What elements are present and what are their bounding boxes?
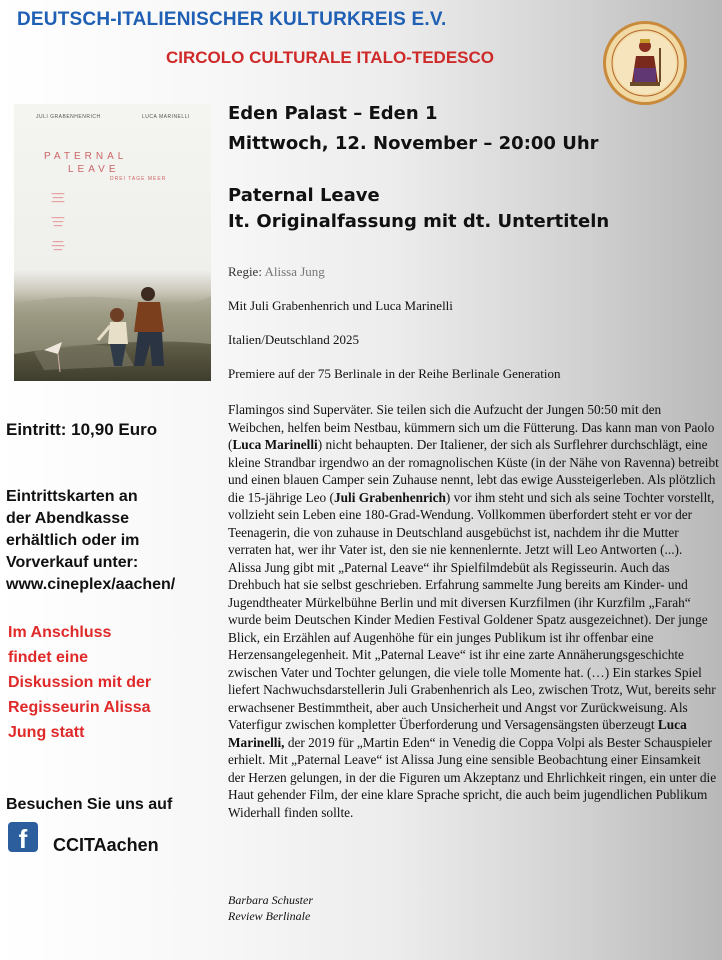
premiere-line: Premiere auf der 75 Berlinale in der Reihe Berlinale Generation — [228, 366, 561, 381]
description-text: ) nicht behaupten. Der Italiener, der sich als Surflehrer durchschlägt, eine kleine Strandbar irgendwo an der romagnolischen Küste (in der Nähe von Ravenna) betreibt und einen blauen Camper sein Zuhause nennt, lebt das ewige Aussteigerleben. Als plötzlich die 15-jährige Leo ( — [228, 437, 719, 505]
description-text: Flamingos sind Superväter. Sie teilen sich die Aufzucht der Jungen 50:50 mit den Weibchen, helfen beim Nestbau, kümmern sich um die Fütterung. Das kann man von Paolo ( — [228, 402, 715, 452]
poster-blurb: ━━━━━━ ━━━━━ ━━━━━━ — [51, 192, 65, 204]
director-name: Alissa Jung — [264, 264, 325, 279]
poster-title-line-1: PATERNAL — [44, 151, 128, 162]
review-signature — [228, 892, 313, 924]
film-description — [228, 401, 720, 821]
review-source: Review Berlinale — [228, 909, 311, 923]
film-title: Paternal Leave — [228, 185, 380, 206]
ticket-url[interactable]: www.cineplex/aachen/ — [6, 576, 176, 593]
ticket-info-line: Eintrittskarten an — [6, 488, 138, 505]
description-paragraph-2 — [228, 559, 720, 822]
event-info — [228, 99, 599, 159]
discussion-line: Regisseurin Alissa — [8, 699, 151, 716]
poster-blurb: ━━━━━ ━━━━━━ ━━━━ — [51, 240, 65, 252]
poster-subtitle: DREI TAGE MEER — [110, 176, 167, 182]
country-year-line: Italien/Deutschland 2025 — [228, 332, 360, 347]
discussion-line: Jung statt — [8, 724, 85, 741]
organization-name-german: DEUTSCH-ITALIENISCHER KULTURKREIS E.V. — [17, 9, 447, 30]
society-seal-icon — [602, 20, 688, 106]
admission-price: Eintritt: 10,90 Euro — [6, 420, 158, 439]
poster-blurb: ━━━━━━ ━━━━━ ━━━━ — [51, 216, 65, 228]
discussion-notice — [8, 620, 151, 745]
film-info — [228, 183, 609, 235]
discussion-line: Im Anschluss — [8, 624, 112, 641]
cast-line: Mit Juli Grabenhenrich und Luca Marinelli — [228, 298, 453, 313]
director-label: Regie: — [228, 264, 262, 279]
actor-name-bold: Luca Marinelli — [232, 437, 318, 452]
description-text: der 2019 für „Martin Eden“ in Venedig die Coppa Volpi als Bester Schauspieler erhielt. Mit „Paternal Leave“ ist Alissa Jung eine sensible Beobachtung einer Einsamkeit der Herzen gelungen, in der die Figuren um Akzeptanz und Ehrlichkeit ringen, ein unter die Haut gehender Film, der eine klare Sprache spricht, die auch beim jugendlichen Publikum Widerhall finden sollte. — [228, 734, 717, 820]
ticket-info — [6, 486, 175, 596]
visit-us-text: Besuchen Sie uns auf — [6, 796, 173, 813]
organization-name-italian: CIRCOLO CULTURALE ITALO-TEDESCO — [166, 48, 495, 67]
description-paragraph-1 — [228, 401, 720, 559]
actor-name-bold: Luca Marinelli, — [228, 717, 687, 750]
event-datetime: Mittwoch, 12. November – 20:00 Uhr — [228, 133, 599, 154]
description-text: ) vor ihm steht und sich als seine Tochter vorstellt, vollzieht sein Leben eine 180-Grad-Wendung. Vollkommen überfordert steht er vor der Teenagerin, die von zuhause in Deutschland ausgebüchst ist, nachdem ihr die Mutter verraten hat, wer ihr Vater ist, den sie nie kennenlernte. Jetzt will Leo Antworten (...). — [228, 489, 715, 557]
ticket-info-line: Vorverkauf unter: — [6, 554, 139, 571]
poster-title-line-2: LEAVE — [68, 164, 120, 175]
ticket-info-line: erhältlich oder im — [6, 532, 140, 549]
discussion-line: Diskussion mit der — [8, 674, 152, 691]
facebook-icon[interactable]: f — [8, 822, 38, 852]
discussion-line: findet eine — [8, 649, 89, 666]
film-language-note: It. Originalfassung mit dt. Untertiteln — [228, 211, 610, 232]
actor-name-bold: Juli Grabenhenrich — [333, 489, 446, 505]
poster-actor-1: JULI GRABENHENRICH — [36, 114, 101, 120]
facebook-page-name[interactable]: CCITAachen — [53, 835, 159, 855]
review-author: Barbara Schuster — [228, 893, 313, 907]
film-poster — [14, 104, 211, 381]
poster-artwork — [14, 104, 211, 381]
event-venue: Eden Palast – Eden 1 — [228, 103, 438, 124]
ticket-info-line: der Abendkasse — [6, 510, 130, 527]
description-text: Alissa Jung gibt mit „Paternal Leave“ ihr Spielfilmdebüt als Regisseurin. Auch das Drehbuch hat sie selbst geschrieben. Erfahrung sammelte Jung bereits am Kinder- und Jugendtheater Mürkelbühne Berlin und mit diversen Kurzfilmen (ihr Kurzfilm „Farah“ wurde beim Deutschen Kinder Medien Festival Goldener Spatz ausgezeichnet). Der junge Blick, ein Erzählen auf Augenhöhe für ein junges Publikum ist ihr offenbar eine Herzensangelegenheit. Mit „Paternal Leave“ ist ihr eine zarte Annäherungsgeschichte zwischen Vater und Tochter gelungen, die viele tolle Momente hat. (…) Ein starkes Spiel liefert Nachwuchsdarstellerin Juli Grabenhenrich als Leo, zwischen Trotz, Wut, bereits sehr erwachsener Bestimmtheit, aber auch Unsicherheit und Angst vor Zurückweisung. Als Vaterfigur zwischen kompletter Überforderung und Versagensängsten überzeugt — [228, 559, 716, 732]
director-line — [228, 264, 325, 280]
poster-actor-2: LUCA MARINELLI — [142, 114, 190, 120]
